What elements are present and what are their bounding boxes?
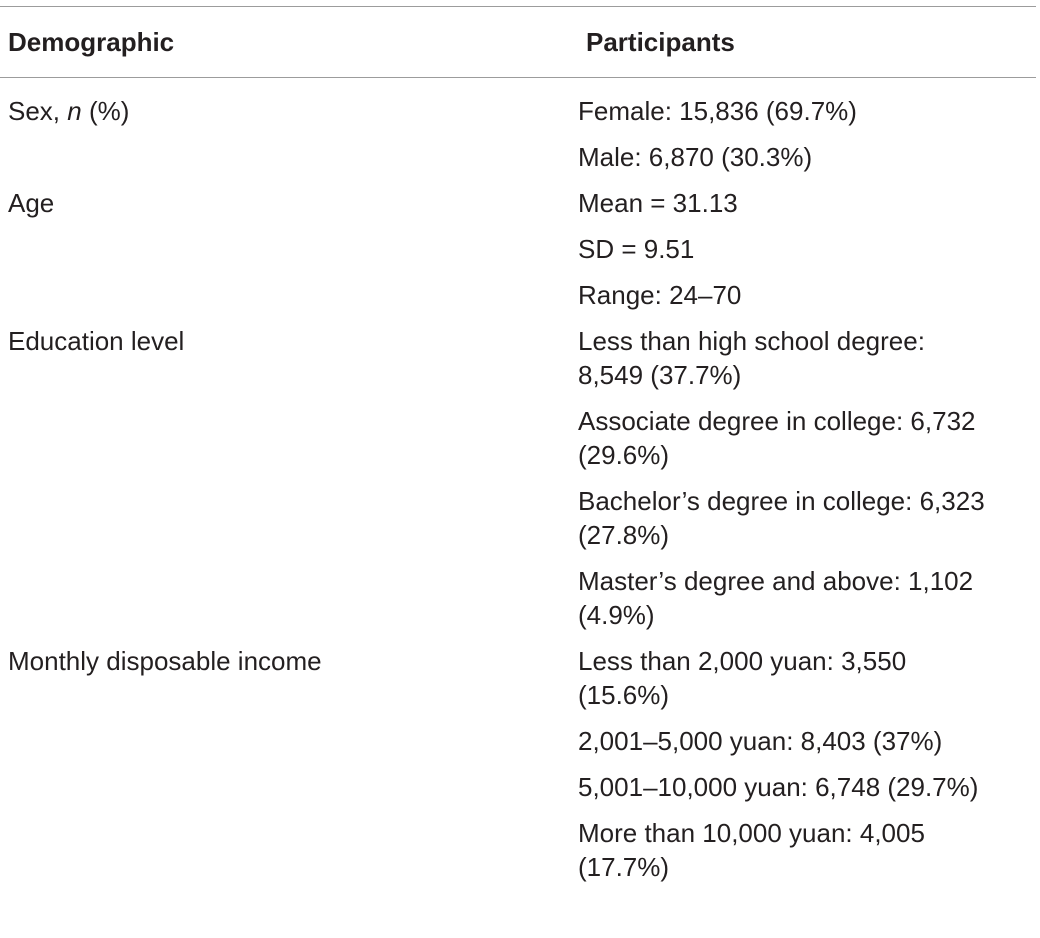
header-participants: Participants — [586, 27, 735, 57]
value-edu-master: Master’s degree and above: 1,102 (4.9%) — [578, 566, 974, 630]
value-age-sd: SD = 9.51 — [578, 234, 695, 264]
row-values-education — [578, 318, 1026, 638]
value-income-less-2000: Less than 2,000 yuan: 3,550 (15.6%) — [578, 646, 907, 710]
value-edu-less-high-school: Less than high school degree: 8,549 (37.7%) — [578, 326, 925, 390]
row-values-age — [578, 180, 1026, 318]
value-age-range: Range: 24–70 — [578, 280, 742, 310]
row-values-sex — [578, 88, 1026, 180]
row-values-income — [578, 638, 1026, 890]
value-income-2001-5000: 2,001–5,000 yuan: 8,403 (37%) — [578, 726, 943, 756]
table-row-sex — [0, 88, 1036, 180]
table-row-education — [0, 318, 1036, 638]
value-female: Female: 15,836 (69.7%) — [578, 96, 857, 126]
value-income-more-10000: More than 10,000 yuan: 4,005 (17.7%) — [578, 818, 925, 882]
value-male: Male: 6,870 (30.3%) — [578, 142, 813, 172]
row-label-education: Education level — [8, 326, 185, 356]
value-edu-associate: Associate degree in college: 6,732 (29.6%) — [578, 406, 976, 470]
value-income-5001-10000: 5,001–10,000 yuan: 6,748 (29.7%) — [578, 772, 979, 802]
row-label-sex: Sex, n (%) — [8, 96, 130, 126]
row-label-income: Monthly disposable income — [8, 646, 322, 676]
table-row-income — [0, 638, 1036, 890]
table-header-rule — [0, 77, 1036, 78]
row-label-age: Age — [8, 188, 55, 218]
table-row-age — [0, 180, 1036, 318]
header-demographic: Demographic — [8, 27, 175, 57]
value-edu-bachelor: Bachelor’s degree in college: 6,323 (27.8%) — [578, 486, 985, 550]
table-top-rule — [0, 6, 1036, 7]
value-age-mean: Mean = 31.13 — [578, 188, 738, 218]
table-body — [0, 88, 1036, 890]
